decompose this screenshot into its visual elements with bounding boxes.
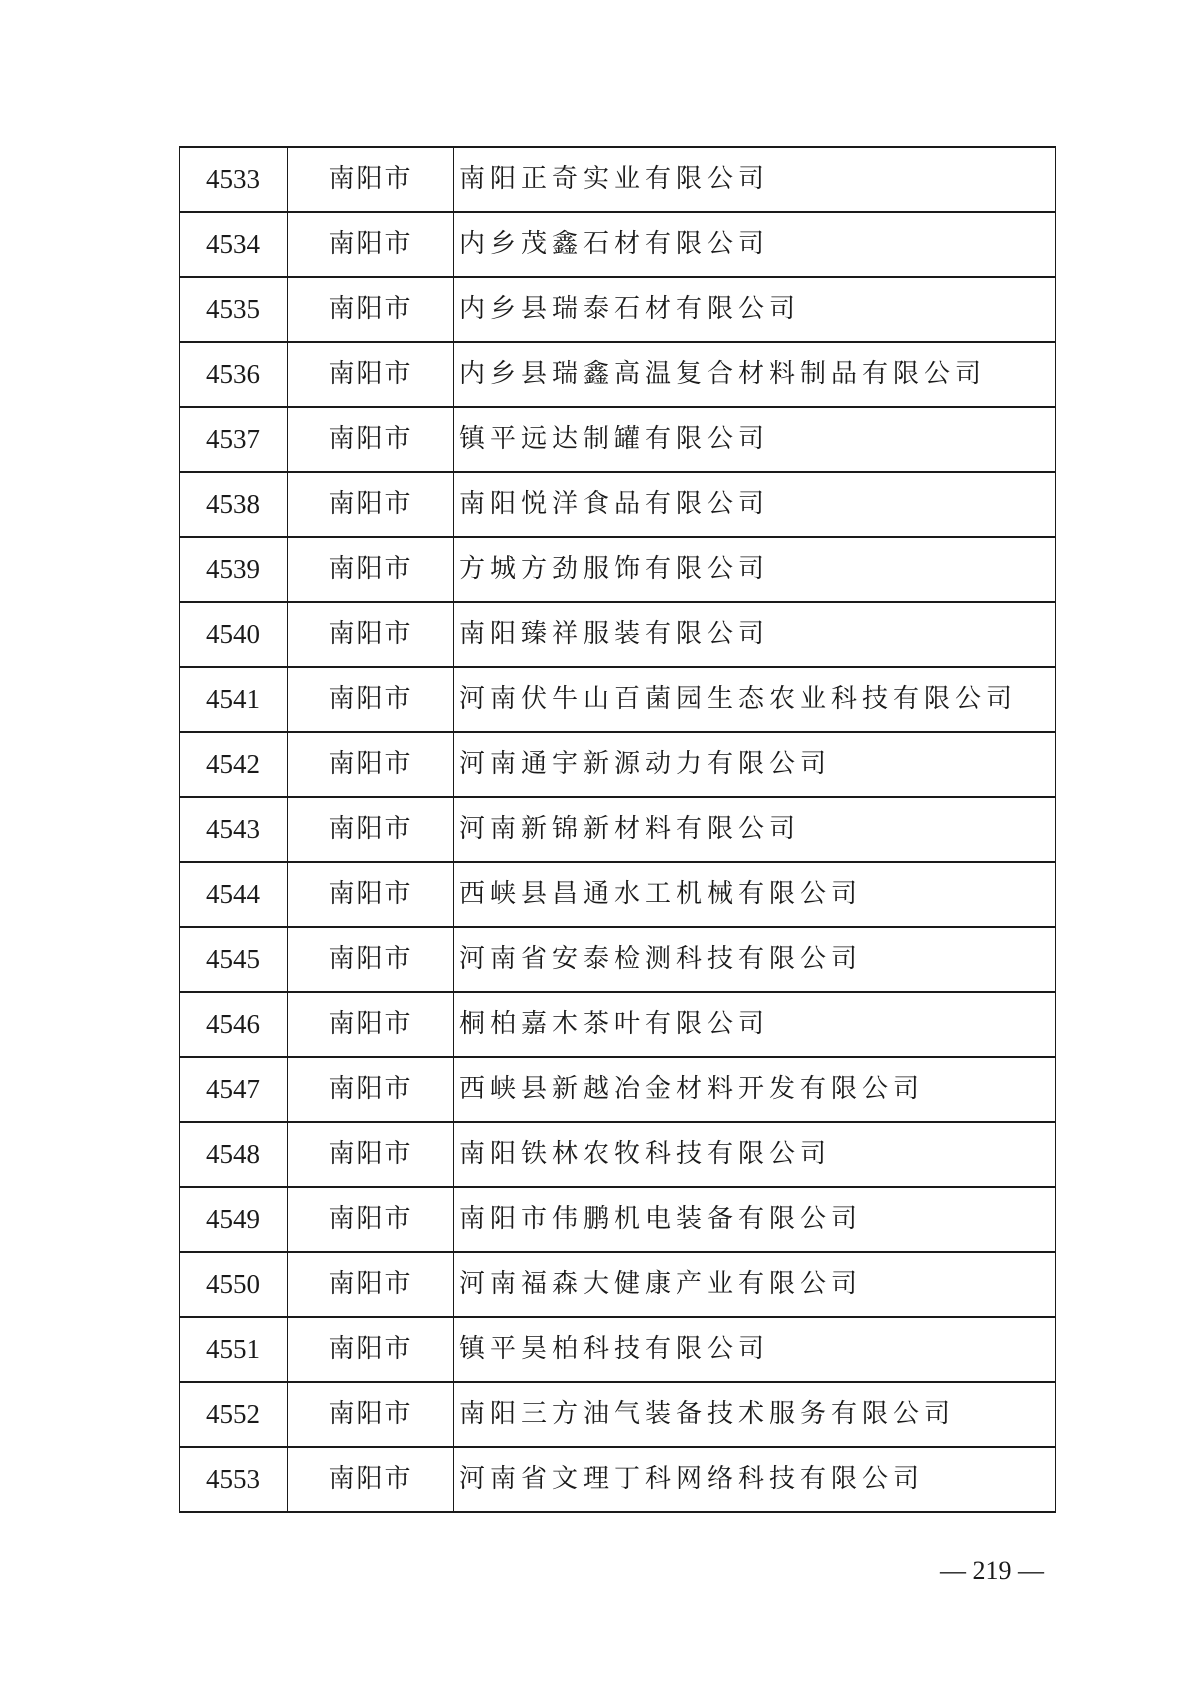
row-city: 南阳市	[328, 1334, 413, 1364]
row-number: 4549	[206, 1204, 260, 1234]
table-rule	[179, 1121, 1056, 1122]
row-city: 南阳市	[328, 1269, 413, 1299]
row-company-name: 方城方劲服饰有限公司	[459, 554, 770, 584]
row-company-name: 桐柏嘉木茶叶有限公司	[459, 1009, 770, 1039]
row-number: 4541	[206, 684, 260, 714]
row-city: 南阳市	[328, 749, 413, 779]
table-rule	[179, 991, 1056, 992]
row-number: 4551	[206, 1334, 260, 1364]
table-rule	[179, 731, 1056, 732]
row-city: 南阳市	[328, 1139, 413, 1169]
table-column-rule	[179, 147, 180, 1512]
table-row	[179, 472, 1056, 537]
row-company-name: 西峡县新越冶金材料开发有限公司	[459, 1074, 925, 1104]
row-number: 4553	[206, 1464, 260, 1494]
table-rule	[179, 1381, 1056, 1382]
table-rule	[179, 666, 1056, 667]
row-number: 4539	[206, 554, 260, 584]
table-rule	[179, 536, 1056, 537]
table-rule	[179, 796, 1056, 797]
row-company-name: 河南福森大健康产业有限公司	[459, 1269, 863, 1299]
row-company-name: 南阳三方油气装备技术服务有限公司	[459, 1399, 956, 1429]
table-rule	[179, 471, 1056, 472]
row-company-name: 内乡县瑞鑫高温复合材料制品有限公司	[459, 359, 987, 389]
row-number: 4537	[206, 424, 260, 454]
table-row	[179, 602, 1056, 667]
table-row	[179, 147, 1056, 212]
table-row	[179, 277, 1056, 342]
table-row	[179, 1252, 1056, 1317]
table-column-rule	[287, 147, 288, 1512]
row-company-name: 河南省文理丁科网络科技有限公司	[459, 1464, 925, 1494]
row-city: 南阳市	[328, 1399, 413, 1429]
row-company-name: 南阳臻祥服装有限公司	[459, 619, 770, 649]
table-row	[179, 927, 1056, 992]
row-company-name: 镇平昊柏科技有限公司	[459, 1334, 770, 1364]
row-city: 南阳市	[328, 554, 413, 584]
table-rule	[179, 861, 1056, 862]
row-company-name: 内乡县瑞泰石材有限公司	[459, 294, 801, 324]
table-rule	[179, 341, 1056, 342]
row-number: 4545	[206, 944, 260, 974]
table-row	[179, 537, 1056, 602]
row-number: 4548	[206, 1139, 260, 1169]
row-company-name: 南阳市伟鹏机电装备有限公司	[459, 1204, 863, 1234]
row-company-name: 南阳铁林农牧科技有限公司	[459, 1139, 832, 1169]
row-city: 南阳市	[328, 1204, 413, 1234]
row-city: 南阳市	[328, 164, 413, 194]
table-rule	[179, 1446, 1056, 1447]
table-rule	[179, 1186, 1056, 1187]
row-number: 4543	[206, 814, 260, 844]
row-city: 南阳市	[328, 489, 413, 519]
row-company-name: 河南通宇新源动力有限公司	[459, 749, 832, 779]
row-number: 4533	[206, 164, 260, 194]
table-row	[179, 862, 1056, 927]
row-city: 南阳市	[328, 1009, 413, 1039]
company-table	[179, 147, 1056, 1512]
row-company-name: 镇平远达制罐有限公司	[459, 424, 770, 454]
row-number: 4538	[206, 489, 260, 519]
row-number: 4547	[206, 1074, 260, 1104]
table-row	[179, 797, 1056, 862]
table-row	[179, 1447, 1056, 1512]
row-company-name: 河南伏牛山百菌园生态农业科技有限公司	[459, 684, 1018, 714]
table-row	[179, 992, 1056, 1057]
table-rule	[179, 1251, 1056, 1252]
table-row	[179, 732, 1056, 797]
row-city: 南阳市	[328, 944, 413, 974]
table-row	[179, 1382, 1056, 1447]
table-rule	[179, 146, 1056, 147]
row-city: 南阳市	[328, 619, 413, 649]
row-company-name: 南阳悦洋食品有限公司	[459, 489, 770, 519]
table-row	[179, 212, 1056, 277]
row-number: 4536	[206, 359, 260, 389]
table-row	[179, 1317, 1056, 1382]
table-rule	[179, 1316, 1056, 1317]
row-number: 4546	[206, 1009, 260, 1039]
table-row	[179, 1187, 1056, 1252]
row-company-name: 河南省安泰检测科技有限公司	[459, 944, 863, 974]
row-company-name: 内乡茂鑫石材有限公司	[459, 229, 770, 259]
row-number: 4544	[206, 879, 260, 909]
table-column-rule	[1055, 147, 1056, 1512]
table-rule	[179, 1056, 1056, 1057]
table-row	[179, 342, 1056, 407]
row-city: 南阳市	[328, 879, 413, 909]
row-city: 南阳市	[328, 1074, 413, 1104]
page-number: — 219 —	[940, 1556, 1044, 1585]
table-row	[179, 667, 1056, 732]
table-rule	[179, 1511, 1056, 1512]
row-number: 4550	[206, 1269, 260, 1299]
row-city: 南阳市	[328, 684, 413, 714]
table-rule	[179, 601, 1056, 602]
table-row	[179, 1122, 1056, 1187]
row-city: 南阳市	[328, 359, 413, 389]
table-rule	[179, 406, 1056, 407]
row-number: 4542	[206, 749, 260, 779]
row-city: 南阳市	[328, 814, 413, 844]
row-number: 4552	[206, 1399, 260, 1429]
row-number: 4534	[206, 229, 260, 259]
table-row	[179, 407, 1056, 472]
table-column-rule	[453, 147, 454, 1512]
row-city: 南阳市	[328, 424, 413, 454]
table-rule	[179, 211, 1056, 212]
row-number: 4540	[206, 619, 260, 649]
row-city: 南阳市	[328, 1464, 413, 1494]
row-company-name: 西峡县昌通水工机械有限公司	[459, 879, 863, 909]
table-row	[179, 1057, 1056, 1122]
row-city: 南阳市	[328, 229, 413, 259]
row-city: 南阳市	[328, 294, 413, 324]
row-company-name: 河南新锦新材料有限公司	[459, 814, 801, 844]
row-number: 4535	[206, 294, 260, 324]
row-company-name: 南阳正奇实业有限公司	[459, 164, 770, 194]
table-rule	[179, 276, 1056, 277]
table-rule	[179, 926, 1056, 927]
